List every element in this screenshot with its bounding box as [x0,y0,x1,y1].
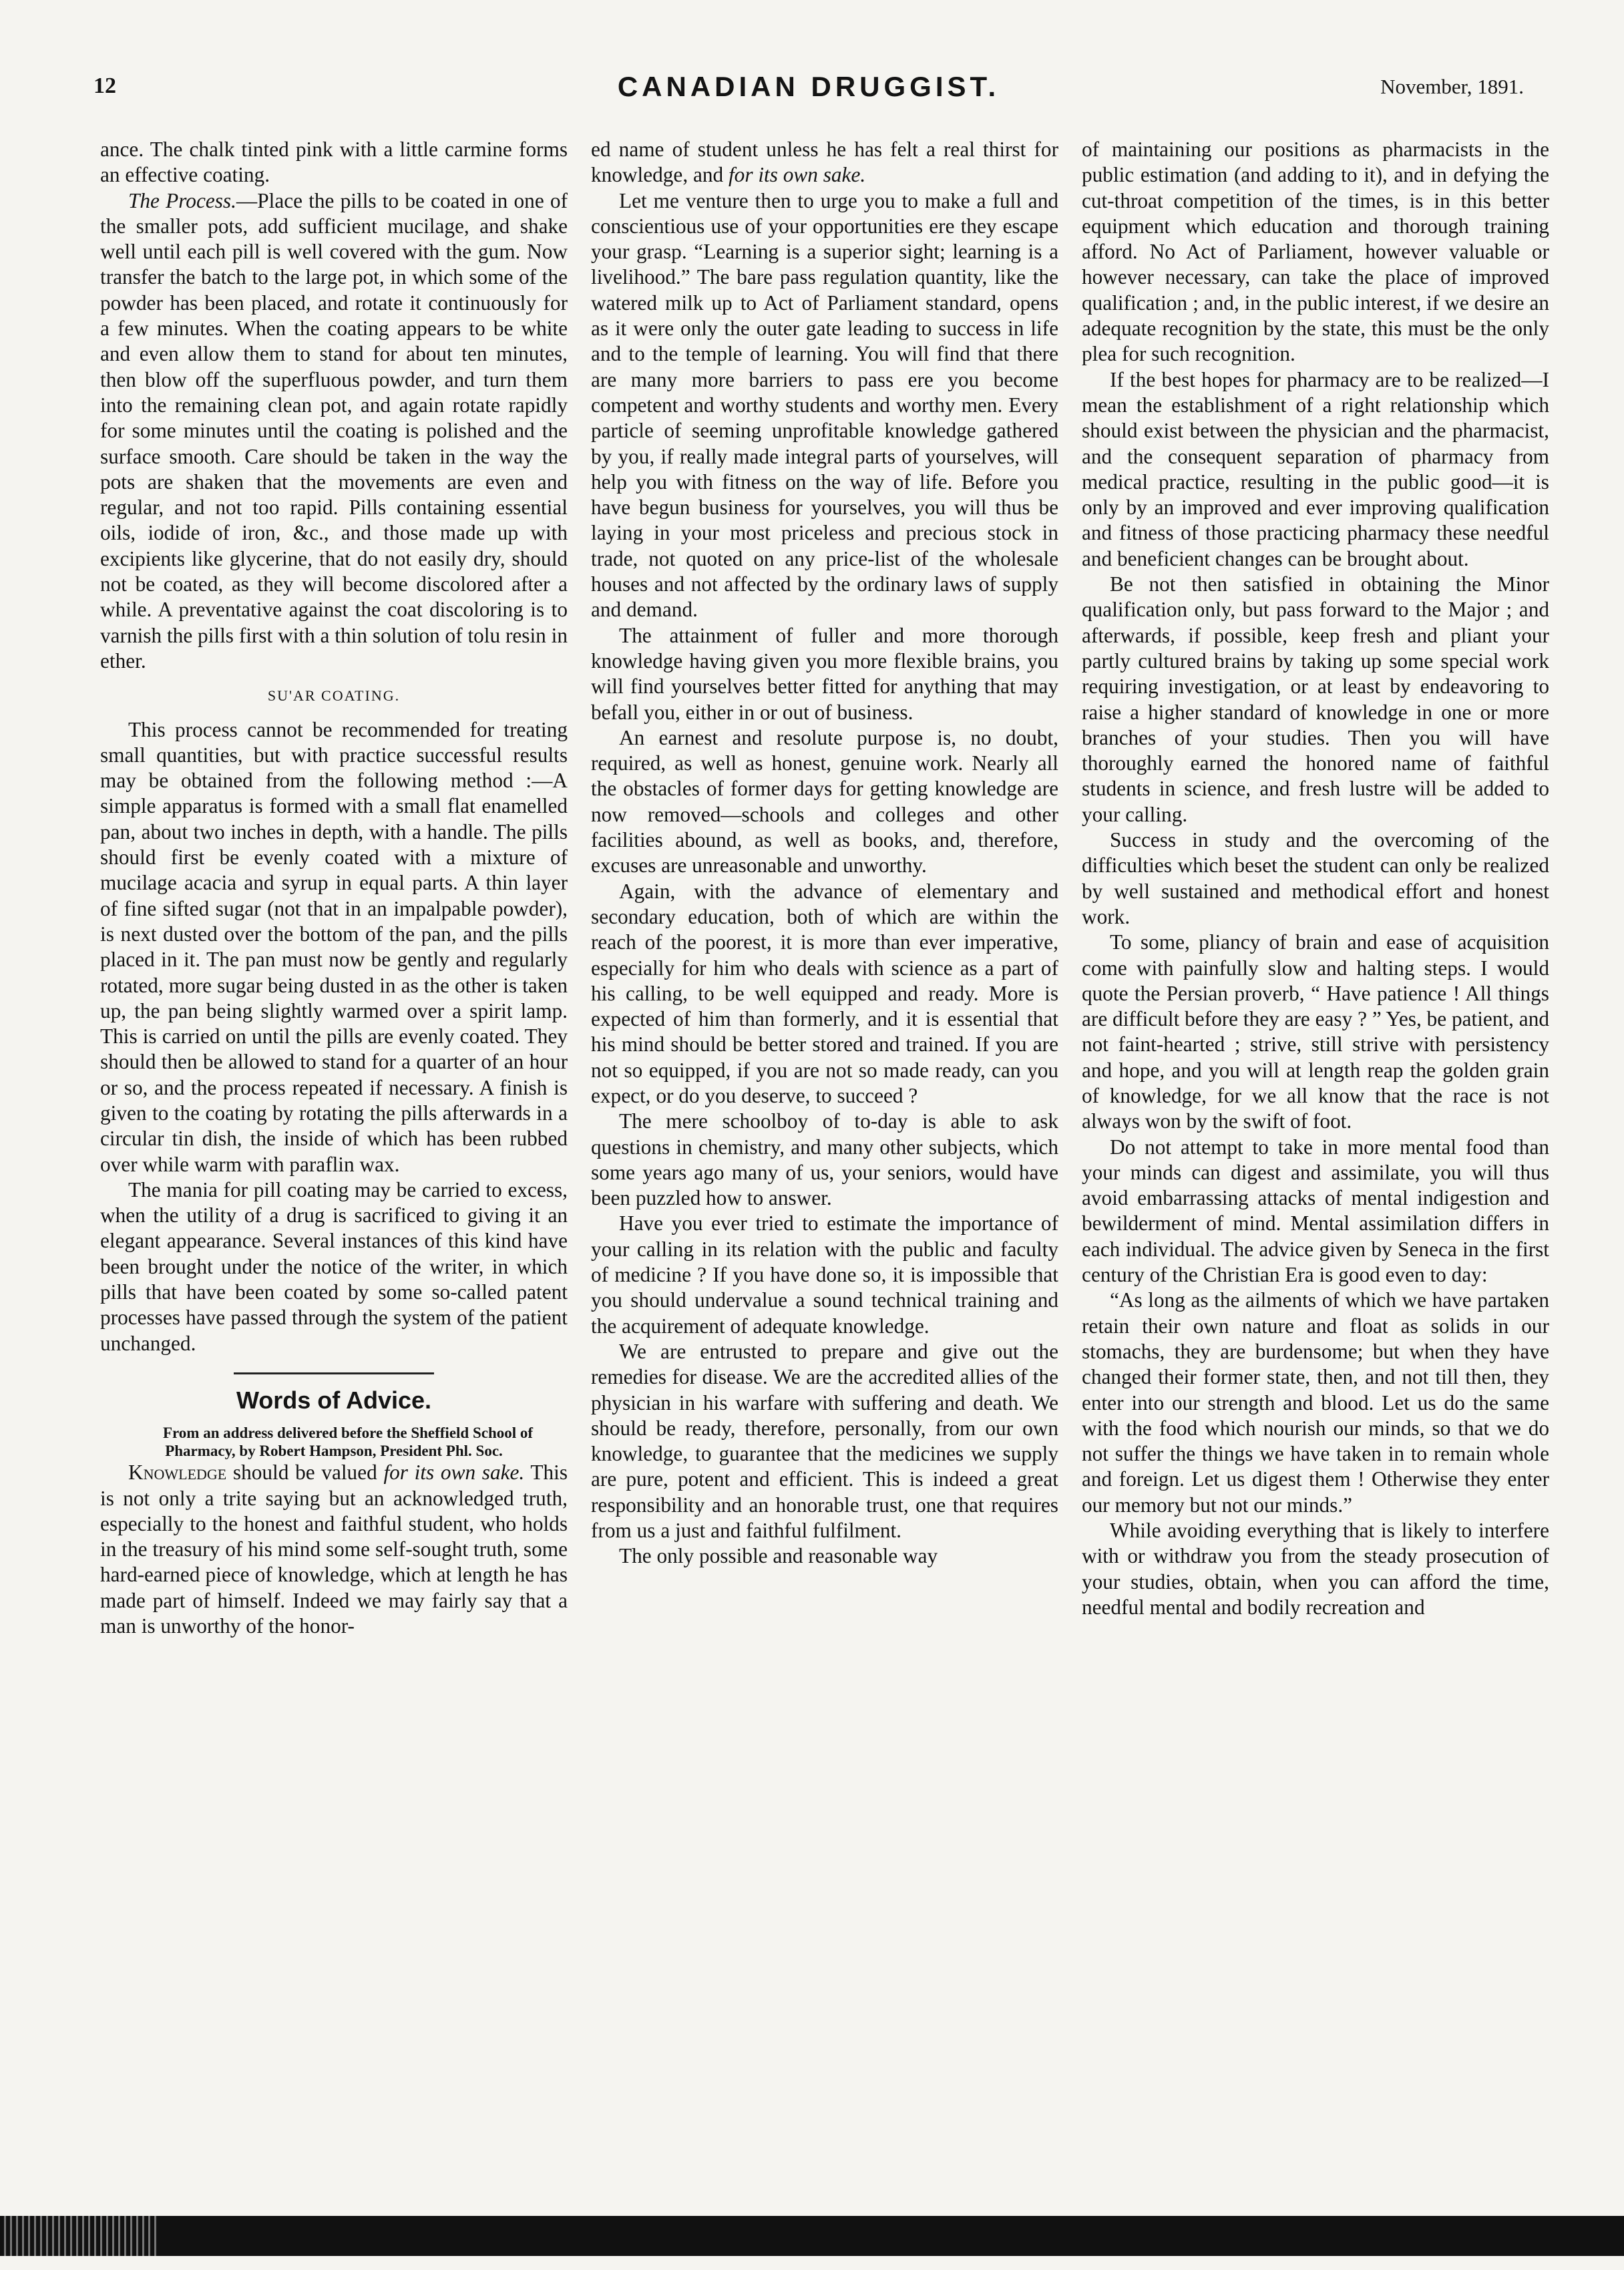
paragraph: The only possible and reasonable way [619,1544,938,1568]
page-number: 12 [93,73,116,98]
paragraph [591,137,1058,188]
scan-edge-bar [0,2216,1624,2256]
paragraph: Let me venture then to urge you to make a full and conscientious use of your opportunities ere they escape your grasp. “Learning is a superior sight; learning is a livelihood.” The bare pass regulation quantity, like the watered milk up to Act of Parliament standard, opens as it were only the outer gate leading to success in life and to the temple of learning. You will find that there are many more barriers to pass ere you become competent and worthy students and worthy men. Every particle of seeming unprofitable knowledge gathered by you, if really made integral parts of yourselves, will help you with fitness on the way of life. Before you have begun business for yourselves, you will thus be laying in your most priceless and precious stock in trade, not quoted on any price-list of the wholesale houses and not affected by the ordinary laws of supply and demand. [591,188,1058,622]
journal-title: CANADIAN DRUGGIST. [617,71,1000,102]
paragraph: Have you ever tried to estimate the importance of your calling in its relation with the public and faculty of medicine ? If you have done so, it is impossible that you should undervalue a sound technical training and the acquirement of adequate knowledge. [591,1211,1058,1338]
paragraph [100,188,568,675]
paragraph: We are entrusted to prepare and give out the remedies for disease. We are the accredited allies of the physician in his warfare with suffering and death. We should be ready, therefore, personally, from our own knowledge, to guarantee that the medicines we supply are pure, potent and efficient. This is indeed a great responsibility and an honorable trust, one that requires from us a just and faithful fulfilment. [591,1339,1058,1543]
page-header [93,73,1524,114]
quotation: “As long as the ailments of which we have partaken retain their own nature and float as solids in our stomachs, they are burdensome; but when they have changed their former state, then, and not till then, they enter into our strength and blood. Let us do the same with the food which nourish our minds, so that we do not suffer the things we have taken in to remain whole and foreign. Let us digest them ! Otherwise they enter our memory but not our minds.” [1082,1288,1549,1517]
paragraph-text: ed name of student unless he has felt a real thirst for knowledge, and [591,138,1058,187]
column-2 [591,137,1058,2181]
paragraph: To some, pliancy of brain and ease of acquisition come with painfully slow and halting steps. I would quote the Persian proverb, “ Have patience ! All things are difficult before they are easy ? ” Yes, be patient, and not faint-hearted ; strive, still strive with persistency and hope, and you will at length reap the golden grain of knowledge, for we all know that the race is not always won by the swift of foot. [1082,930,1549,1133]
text-columns [100,137,1556,2181]
paragraph: ance. The chalk tinted pink with a little carmine forms an effective coating. [100,138,568,187]
paragraph: An earnest and resolute purpose is, no doubt, required, as well as honest, genuine work. Nearly all the obstacles of former days for getting knowledge are now removed—schools and colleges and other facilities abound, as well as books, and, therefore, excuses are unreasonable and unworthy. [591,725,1058,878]
paragraph: Do not attempt to take in more mental food than your minds can digest and assimilate, you will thus avoid embarrassing attacks of mental indigestion and bewilderment of mind. Mental assimilation differs in each individual. The advice given by Seneca in the first century of the Christian Era is good even to day: [1082,1135,1549,1287]
paragraph: While avoiding everything that is likely to interfere with or withdraw you from the steady prosecution of your studies, obtain, when you can afford the time, needful mental and bodily recreation and [1082,1519,1549,1619]
paragraph: The mere schoolboy of to-day is able to ask questions in chemistry, and many other subjects, which some years ago many of us, your seniors, would have been puzzled how to answer. [591,1109,1058,1210]
column-3 [1082,137,1549,2181]
section-subheading: SU'AR COATING. [267,687,401,705]
article-title: Words of Advice. [236,1386,432,1414]
paragraph-text: This is not only a trite saying but an acknowledged truth, especially to the honest and faithful student, who holds in the treasury of his mind some self-sought truth, some hard-earned piece of knowledge, which at length he has made part of himself. Indeed we may fairly say that a man is unworthy of the honor- [100,1461,568,1638]
lead-word: Knowledge [128,1461,227,1485]
paragraph [100,1460,568,1639]
issue-date: November, 1891. [1380,75,1524,98]
paragraph-text: —Place the pills to be coated in one of the smaller pots, add sufficient mucilage, and shake well until each pill is well covered with the gum. Now transfer the batch to the large pot, in which some of the powder has been placed, and rotate it continuously for a few minutes. When the coating appears to be white and even allow them to stand for about ten minutes, then blow off the superfluous powder, and turn them into the remaining clean pot, and again rotate rapidly for some minutes until the coating is polished and the surface smooth. Care should be taken in the way the pots are shaken that the movements are even and regular, and not too rapid. Pills containing essential oils, iodide of iron, &c., and those made up with excipients like glycerine, that do not easily dry, should not be coated, as they will become discolored after a while. A preventative against the coat discoloring is to varnish the pills first with a thin solution of tolu resin in ether. [100,188,568,673]
emphasis: for its own sake. [728,163,866,187]
scan-speckle [0,2216,160,2256]
paragraph: This process cannot be recommended for treating small quantities, but with practice successful results may be obtained from the following method :—A simple apparatus is formed with a small flat enamelled pan, about two inches in depth, with a handle. The pills should first be evenly coated with a mixture of mucilage acacia and syrup in equal parts. A thin layer of fine sifted sugar (not that in an impalpable powder), is next dusted over the bottom of the pan, and the pills placed in it. The pan must now be gently and regularly rotated, more sugar being dusted in as the other is taken up, the pan being slightly warmed over a spirit lamp. This is carried on until the pills are evenly coated. They should then be allowed to stand for a quarter of an hour or so, and the process repeated if necessary. A finish is given to the coating by rotating the pills afterwards in a circular tin dish, the inside of which has been rubbed over while warm with paraflin wax. [100,717,568,1176]
paragraph: Success in study and the overcoming of the difficulties which beset the student can only be realized by well sustained and methodical effort and honest work. [1082,828,1549,928]
paragraph: If the best hopes for pharmacy are to be realized—I mean the establishment of a right relationship which should exist between the physician and the pharmacist, and the consequent separation of pharmacy from medical practice, resulting in the public good—it is only by an improved and ever improving qualification and fitness of those practicing pharmacy these needful and beneficient changes can be brought about. [1082,367,1549,570]
paragraph: Again, with the advance of elementary and secondary education, both of which are within the reach of the poorest, it is more than ever imperative, especially for him who deals with science as a part of his calling, to be well equipped and ready. More is expected of him than formerly, and it is essential that his mind should be better stored and trained. If you are not so equipped, if you are not so made ready, can you expect, or do you deserve, to succeed ? [591,879,1058,1107]
paragraph: The mania for pill coating may be carried to excess, when the utility of a drug is sacrificed to giving it an elegant appearance. Several instances of this kind have been brought under the notice of the writer, in which pills that have been coated by some so-called patent processes have passed through the system of the patient unchanged. [100,1177,568,1355]
article-byline: From an address delivered before the Sheffield School of Pharmacy, by Robert Hampson, President Phl. Soc. [162,1425,534,1460]
run-in-heading: The Process. [128,188,236,212]
paragraph: The attainment of fuller and more thorough knowledge having given you more flexible brains, you will find yourselves better fitted for anything that may befall you, either in or out of business. [591,623,1058,724]
divider-rule [234,1372,434,1374]
column-1 [100,137,568,2181]
emphasis: for its own sake. [383,1461,525,1485]
paragraph: of maintaining our positions as pharmacists in the public estimation (and adding to it), and in defying the cut-throat competition of the times, is in this better equipment which education and thorough training afford. No Act of Parliament, however valuable or however necessary, can take the place of improved qualification ; and, in the public interest, if we desire an adequate recognition by the state, this must be the only plea for such recognition. [1082,138,1549,366]
paragraph: Be not then satisfied in obtaining the Minor qualification only, but pass forward to the Major ; and afterwards, if possible, keep fresh and pliant your partly cultured brains by taking up some special work requiring investigation, or at least by endeavoring to raise a higher standard of knowledge in one or more branches of your studies. Then you will have thoroughly earned the honored name of faithful students in science, and fresh lustre will be added to your calling. [1082,572,1549,826]
paragraph-text: should be valued [226,1461,384,1485]
